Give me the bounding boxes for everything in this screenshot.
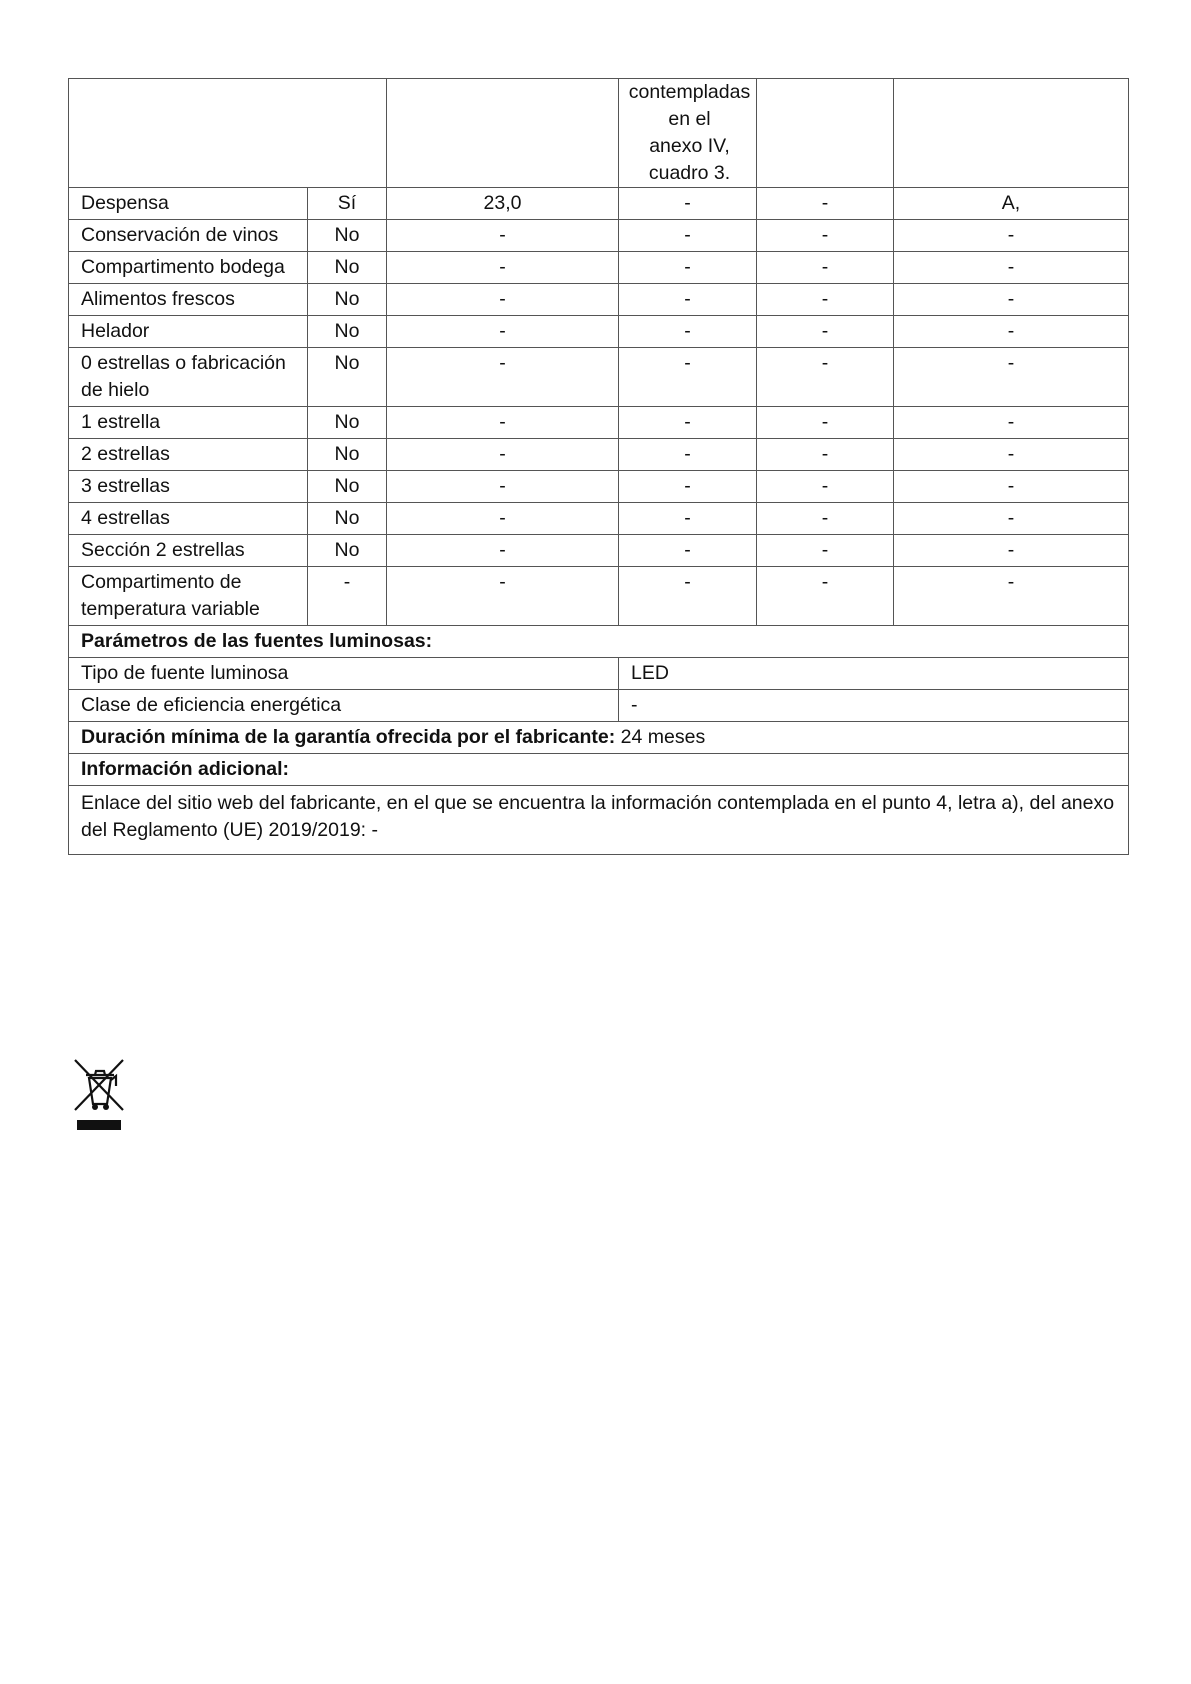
cell-col5: - — [757, 284, 894, 316]
continued-row — [69, 79, 1129, 188]
cell-col4: - — [619, 220, 757, 252]
table-row — [69, 535, 1129, 567]
cell-col6: - — [894, 348, 1129, 407]
cell-col4: - — [619, 407, 757, 439]
cell-presence: Sí — [308, 188, 387, 220]
cell-col5: - — [757, 348, 894, 407]
additional-info-heading: Información adicional: — [69, 754, 1129, 786]
cell-volume: - — [387, 316, 619, 348]
cell-volume: - — [387, 220, 619, 252]
table-row — [69, 503, 1129, 535]
continued-cell-line: anexo IV, — [649, 135, 730, 157]
crossed-out-wheelie-bin-icon — [73, 1058, 125, 1132]
cell-presence: No — [308, 503, 387, 535]
light-source-class-value: - — [619, 690, 1129, 722]
product-information-sheet — [68, 78, 1128, 855]
table-row — [69, 220, 1129, 252]
cell-name: 1 estrella — [69, 407, 308, 439]
cell-col6: - — [894, 284, 1129, 316]
cell-presence: - — [308, 567, 387, 626]
compartments-table-body — [69, 79, 1129, 626]
warranty-row — [69, 722, 1129, 754]
cell-volume: - — [387, 407, 619, 439]
compartments-table — [68, 78, 1129, 626]
continued-cell-line: contempladas — [628, 81, 751, 103]
warranty-label: Duración mínima de la garantía ofrecida por el fabricante: — [81, 726, 616, 748]
cell-col5: - — [757, 252, 894, 284]
table-row — [69, 252, 1129, 284]
cell-volume: - — [387, 471, 619, 503]
cell-col5: - — [757, 220, 894, 252]
additional-info-heading-row — [69, 754, 1129, 786]
cell-col4: - — [619, 439, 757, 471]
light-source-type-label: Tipo de fuente luminosa — [69, 658, 619, 690]
cell-presence: No — [308, 471, 387, 503]
light-source-heading: Parámetros de las fuentes luminosas: — [69, 626, 1129, 658]
cell-col4: - — [619, 535, 757, 567]
cell-col6: - — [894, 220, 1129, 252]
cell-name: 4 estrellas — [69, 503, 308, 535]
cell-col4: - — [619, 252, 757, 284]
table-row — [69, 407, 1129, 439]
light-source-class-label: Clase de eficiencia energética — [69, 690, 619, 722]
cell-col5: - — [757, 567, 894, 626]
cell-name: 2 estrellas — [69, 439, 308, 471]
cell-col5: - — [757, 407, 894, 439]
warranty-value: 24 meses — [620, 726, 706, 748]
cell-col6: - — [894, 567, 1129, 626]
cell-volume: - — [387, 567, 619, 626]
cell-col6: A, — [894, 188, 1129, 220]
table-row — [69, 188, 1129, 220]
cell-col5: - — [757, 471, 894, 503]
cell-volume: 23,0 — [387, 188, 619, 220]
cell-col4: - — [619, 471, 757, 503]
additional-info-text: Enlace del sitio web del fabricante, en el que se encuentra la información contemplada en el punto 4, letra a), del anexo del Reglamento (UE) 2019/2019: - — [69, 786, 1129, 855]
continued-cell-line: cuadro 3. — [648, 162, 731, 184]
cell-presence: No — [308, 252, 387, 284]
cell-name: Conservación de vinos — [69, 220, 308, 252]
table-row — [69, 284, 1129, 316]
continued-cell-line: en el — [668, 108, 711, 130]
cell-name: Despensa — [69, 188, 308, 220]
cell-col6: - — [894, 407, 1129, 439]
cell-col6: - — [894, 316, 1129, 348]
cell-col5: - — [757, 316, 894, 348]
table-row — [69, 348, 1129, 407]
cell-volume: - — [387, 252, 619, 284]
cell-name: 0 estrellas o fabricación de hielo — [69, 348, 308, 407]
cell-volume: - — [387, 439, 619, 471]
cell-name: Sección 2 estrellas — [69, 535, 308, 567]
cell-col4: - — [619, 348, 757, 407]
cell-name: 3 estrellas — [69, 471, 308, 503]
cell-col6: - — [894, 252, 1129, 284]
cell-col6: - — [894, 503, 1129, 535]
cell-name: Compartimento bodega — [69, 252, 308, 284]
cell-volume: - — [387, 284, 619, 316]
cell-name: Compartimento de temperatura variable — [69, 567, 308, 626]
light-source-table — [68, 625, 1129, 855]
cell-name: Helador — [69, 316, 308, 348]
cell-col6: - — [894, 439, 1129, 471]
cell-col5: - — [757, 188, 894, 220]
additional-info-text-row — [69, 786, 1129, 855]
cell-presence: No — [308, 220, 387, 252]
cell-col6: - — [894, 535, 1129, 567]
cell-presence: No — [308, 535, 387, 567]
cell-name: Alimentos frescos — [69, 284, 308, 316]
cell-col6: - — [894, 471, 1129, 503]
light-source-class-row — [69, 690, 1129, 722]
cell-presence: No — [308, 348, 387, 407]
cell-col4: - — [619, 567, 757, 626]
cell-col5: - — [757, 535, 894, 567]
cell-presence: No — [308, 407, 387, 439]
table-row — [69, 439, 1129, 471]
cell-presence: No — [308, 316, 387, 348]
light-source-type-row — [69, 658, 1129, 690]
cell-col4: - — [619, 316, 757, 348]
cell-col5: - — [757, 503, 894, 535]
cell-col4: - — [619, 503, 757, 535]
cell-col5: - — [757, 439, 894, 471]
table-row — [69, 567, 1129, 626]
cell-presence: No — [308, 439, 387, 471]
continued-cell — [619, 79, 757, 188]
light-source-type-value: LED — [619, 658, 1129, 690]
light-source-heading-row — [69, 626, 1129, 658]
cell-volume: - — [387, 503, 619, 535]
cell-volume: - — [387, 535, 619, 567]
cell-col4: - — [619, 284, 757, 316]
table-row — [69, 471, 1129, 503]
cell-col4: - — [619, 188, 757, 220]
table-row — [69, 316, 1129, 348]
cell-volume: - — [387, 348, 619, 407]
cell-presence: No — [308, 284, 387, 316]
